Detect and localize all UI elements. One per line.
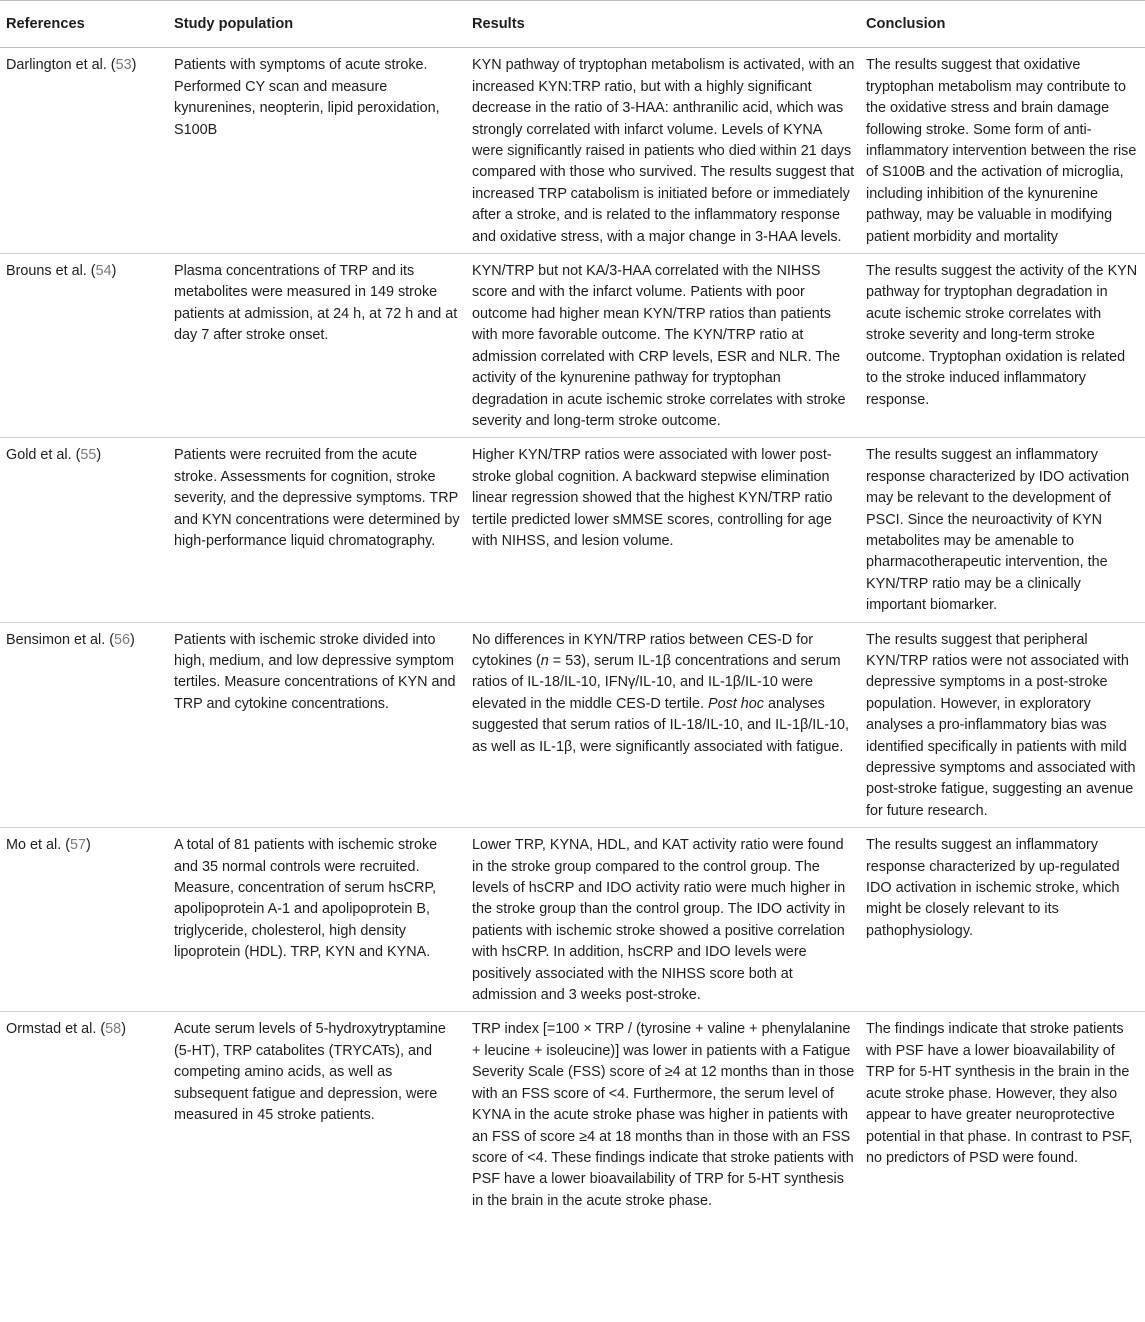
- population-cell: Patients with symptoms of acute stroke. Performed CY scan and measure kynurenines, neopterin, lipid peroxidation, S100B: [168, 48, 466, 254]
- reference-author: Darlington et al.: [6, 57, 107, 74]
- header-references: References: [0, 1, 168, 48]
- header-conclusion: Conclusion: [860, 1, 1145, 48]
- reference-author: Brouns et al.: [6, 263, 87, 280]
- header-study-population: Study population: [168, 1, 466, 48]
- table-row: [0, 254, 1145, 438]
- results-cell: Higher KYN/TRP ratios were associated with lower post-stroke global cognition. A backward stepwise elimination linear regression showed that the highest KYN/TRP ratio tertile predicted lower sMMSE scores, controlling for age with NIHSS, and lesion volume.: [466, 438, 860, 622]
- table-row: [0, 828, 1145, 1012]
- conclusion-cell: The results suggest an inflammatory response characterized by up-regulated IDO activation in ischemic stroke, which might be closely relevant to its pathophysiology.: [860, 828, 1145, 1012]
- reference-author: Mo et al.: [6, 837, 62, 854]
- reference-cell: Ormstad et al. (58): [6, 1021, 126, 1038]
- results-text: = 53), serum IL-1β concentrations and serum ratios of IL-18/IL-10, IFNγ/IL-10, and IL-1β/IL-10 were elevated in the middle CES-D tertile.: [472, 652, 841, 712]
- citation-link[interactable]: 56: [114, 631, 131, 648]
- conclusion-cell: The results suggest an inflammatory response characterized by IDO activation may be relevant to the development of PSCI. Since the neuroactivity of KYN metabolites may be amenable to pharmacotherapeutic intervention, the KYN/TRP ratio may be a clinically important biomarker.: [860, 438, 1145, 622]
- header-row: [0, 1, 1145, 48]
- results-post-hoc: Post hoc: [707, 695, 764, 712]
- population-cell: Acute serum levels of 5-hydroxytryptamine (5-HT), TRP catabolites (TRYCATs), and competing amino acids, as well as subsequent fatigue and depression, were measured in 45 stroke patients.: [174, 1021, 446, 1124]
- reference-author: Bensimon et al.: [6, 631, 106, 648]
- results-cell: Lower TRP, KYNA, HDL, and KAT activity ratio were found in the stroke group compared to the control group. The levels of hsCRP and IDO activity ratio were much higher in the stroke group than the control group. The IDO activity in patients with ischemic stroke showed a positive correlation with hsCRP. In addition, hsCRP and IDO levels were positively associated with the NIHSS score both at admission and 3 weeks post-stroke.: [466, 828, 860, 1012]
- header-results: Results: [466, 1, 860, 48]
- results-cell: KYN pathway of tryptophan metabolism is activated, with an increased KYN:TRP ratio, but with a highly significant decrease in the ratio of 3-HAA: anthranilic acid, which was strongly correlated with infarct volume. Levels of KYNA were significantly raised in patients who died within 21 days compared with those who survived. The results suggest that increased TRP catabolism is initiated before or immediately after a stroke, and is related to the inflammatory response and oxidative stress, with a major change in 3-HAA levels.: [466, 48, 860, 254]
- results-cell: KYN/TRP but not KA/3-HAA correlated with the NIHSS score and with the infarct volume. Patients with poor outcome had higher mean KYN/TRP ratios than patients with more favorable outcome. The KYN/TRP ratio at admission correlated with CRP levels, ESR and NLR. The activity of the kynurenine pathway for tryptophan degradation in acute ischemic stroke correlates with stroke severity and long-term stroke outcome.: [466, 254, 860, 438]
- results-cell: [466, 622, 860, 828]
- population-cell: Plasma concentrations of TRP and its metabolites were measured in 149 stroke patients at admission, at 24 h, at 72 h and at day 7 after stroke onset.: [168, 254, 466, 438]
- table-row: [0, 622, 1145, 828]
- reference-author: Gold et al.: [6, 447, 72, 464]
- results-text: No differences in KYN/TRP ratios between CES-D for cytokines (: [472, 631, 813, 669]
- population-cell: A total of 81 patients with ischemic stroke and 35 normal controls were recruited. Measure, concentration of serum hsCRP, apolipoprotein A-1 and apolipoprotein B, triglyceride, cholesterol, high density lipoprotein (HDL). TRP, KYN and KYNA.: [168, 828, 466, 1012]
- reference-cell: Bensimon et al. (56): [0, 622, 168, 828]
- population-cell: Patients with ischemic stroke divided into high, medium, and low depressive symptom tertiles. Measure concentrations of KYN and TRP and cytokine concentrations.: [168, 622, 466, 828]
- reference-cell: Darlington et al. (53): [0, 48, 168, 254]
- table-row: [0, 1012, 1145, 1217]
- conclusion-cell: The findings indicate that stroke patients with PSF have a lower bioavailability of TRP for 5-HT synthesis in the brain in the acute stroke phase. However, they also appear to have greater neuroprotective potential in that phase. In contrast to PSF, no predictors of PSD were found.: [866, 1021, 1133, 1166]
- conclusion-cell: The results suggest the activity of the KYN pathway for tryptophan degradation in acute ischemic stroke correlates with stroke severity and long-term stroke outcome. Tryptophan oxidation is related to the stroke induced inflammatory response.: [860, 254, 1145, 438]
- reference-author: Ormstad et al.: [6, 1021, 97, 1038]
- citation-link[interactable]: 53: [115, 57, 132, 74]
- results-text: analyses suggested that serum ratios of IL-18/IL-10, and IL-1β/IL-10, as well as IL-1β, were significantly associated with fatigue.: [472, 695, 850, 755]
- reference-cell: Mo et al. (57): [0, 828, 168, 1012]
- reference-cell: Brouns et al. (54): [0, 254, 168, 438]
- table-row: [0, 48, 1145, 254]
- results-n-symbol: n: [540, 652, 549, 669]
- population-cell: Patients were recruited from the acute stroke. Assessments for cognition, stroke severity, and the depressive symptoms. TRP and KYN concentrations were determined by high-performance liquid chromatography.: [168, 438, 466, 622]
- citation-link[interactable]: 58: [105, 1021, 122, 1038]
- conclusion-cell: The results suggest that peripheral KYN/TRP ratios were not associated with depressive symptoms in a post-stroke population. However, in exploratory analyses a pro-inflammatory bias was identified specifically in patients with mild depressive symptoms and associated with post-stroke fatigue, suggesting an avenue for future research.: [860, 622, 1145, 828]
- results-cell: TRP index [=100 × TRP / (tyrosine + valine + phenylalanine + leucine + isoleucine)] was lower in patients with a Fatigue Severity Scale (FSS) score of ≥4 at 12 months than in those with an FSS score of <4. Furthermore, the serum level of KYNA in the acute stroke phase was higher in patients with an FSS of score ≥4 at 18 months than in those with an FSS score of <4. These findings indicate that stroke patients with PSF have a lower bioavailability of TRP for 5-HT synthesis in the brain in the acute stroke phase.: [472, 1021, 855, 1209]
- table-row: [0, 438, 1145, 622]
- conclusion-cell: The results suggest that oxidative tryptophan metabolism may contribute to the oxidative stress and brain damage following stroke. Some form of anti-inflammatory intervention between the rise of S100B and the activation of microglia, including inhibition of the kynurenine pathway, may be valuable in modifying patient morbidity and mortality: [860, 48, 1145, 254]
- citation-link[interactable]: 55: [80, 447, 97, 464]
- citation-link[interactable]: 54: [95, 263, 112, 280]
- citation-link[interactable]: 57: [70, 837, 87, 854]
- reference-cell: Gold et al. (55): [0, 438, 168, 622]
